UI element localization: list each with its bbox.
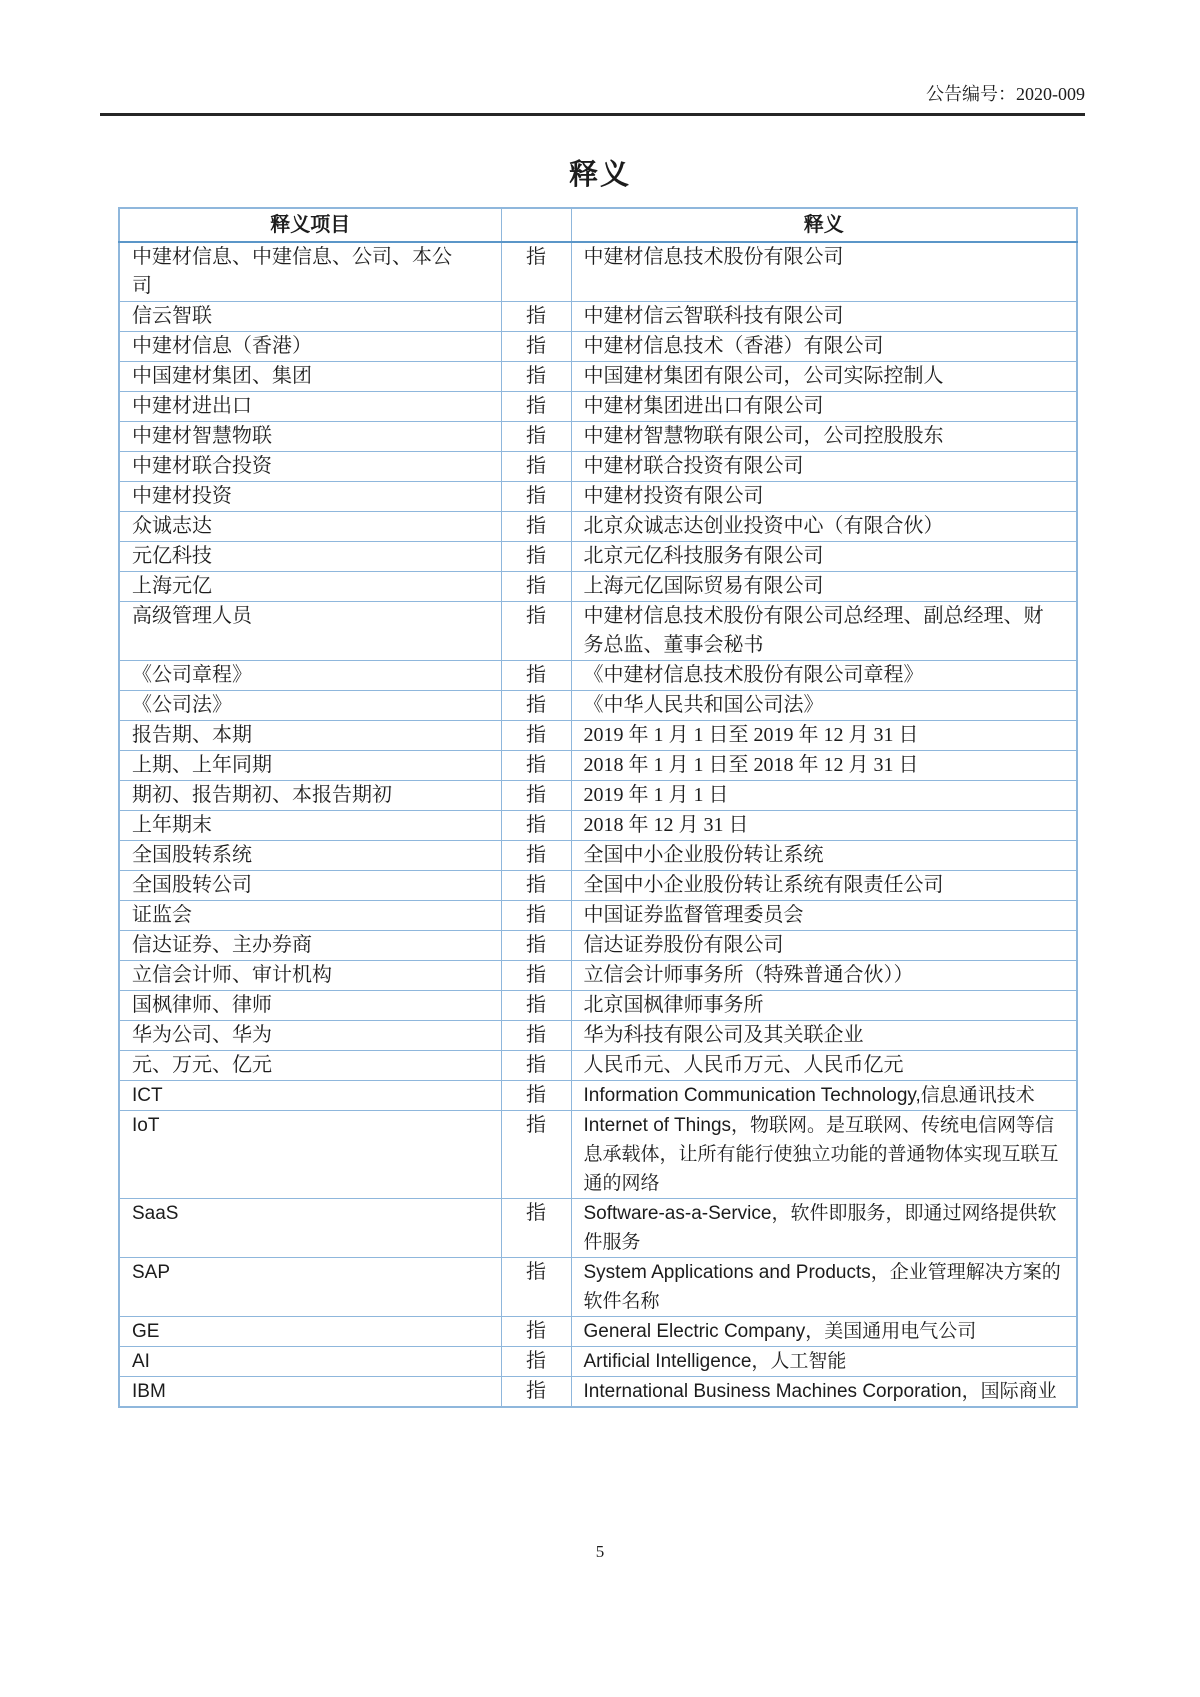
item-cell: 《公司法》 xyxy=(119,691,501,721)
means-cell: 指 xyxy=(501,512,571,542)
item-cell: IBM xyxy=(119,1377,501,1408)
definition-cell: International Business Machines Corporation，国际商业 xyxy=(571,1377,1077,1408)
item-cell: 信达证券、主办券商 xyxy=(119,931,501,961)
table-row xyxy=(119,302,1077,332)
table-row xyxy=(119,362,1077,392)
definition-cell: 2018 年 1 月 1 日至 2018 年 12 月 31 日 xyxy=(571,751,1077,781)
means-cell: 指 xyxy=(501,422,571,452)
definition-cell: 北京国枫律师事务所 xyxy=(571,991,1077,1021)
means-cell: 指 xyxy=(501,452,571,482)
item-cell: 期初、报告期初、本报告期初 xyxy=(119,781,501,811)
item-cell: SAP xyxy=(119,1258,501,1317)
table-row xyxy=(119,871,1077,901)
definition-cell: 信达证券股份有限公司 xyxy=(571,931,1077,961)
means-cell: 指 xyxy=(501,602,571,661)
item-cell: 众诚志达 xyxy=(119,512,501,542)
table-row xyxy=(119,512,1077,542)
item-cell: 全国股转系统 xyxy=(119,841,501,871)
item-cell: 高级管理人员 xyxy=(119,602,501,661)
definition-cell: 中建材信云智联科技有限公司 xyxy=(571,302,1077,332)
definition-cell: Software-as-a-Service，软件即服务，即通过网络提供软件服务 xyxy=(571,1199,1077,1258)
table-row xyxy=(119,1258,1077,1317)
definition-cell: 2018 年 12 月 31 日 xyxy=(571,811,1077,841)
means-cell: 指 xyxy=(501,362,571,392)
item-cell: 中建材智慧物联 xyxy=(119,422,501,452)
definition-cell: 立信会计师事务所（特殊普通合伙）） xyxy=(571,961,1077,991)
item-cell: 立信会计师、审计机构 xyxy=(119,961,501,991)
definition-cell: 北京元亿科技服务有限公司 xyxy=(571,542,1077,572)
definition-cell: 2019 年 1 月 1 日 xyxy=(571,781,1077,811)
table-row xyxy=(119,422,1077,452)
page-number: 5 xyxy=(595,1542,605,1561)
table-row xyxy=(119,751,1077,781)
definition-cell: Internet of Things，物联网。是互联网、传统电信网等信息承载体，让所有能行使独立功能的普通物体实现互联互通的网络 xyxy=(571,1111,1077,1199)
table-row xyxy=(119,961,1077,991)
table-row xyxy=(119,781,1077,811)
item-cell: 上年期末 xyxy=(119,811,501,841)
means-cell: 指 xyxy=(501,1051,571,1081)
means-cell: 指 xyxy=(501,1199,571,1258)
definitions-table-body xyxy=(119,242,1077,1407)
definition-cell: 中建材联合投资有限公司 xyxy=(571,452,1077,482)
item-cell: 元亿科技 xyxy=(119,542,501,572)
means-cell: 指 xyxy=(501,871,571,901)
item-cell: 中建材信息、中建信息、公司、本公司 xyxy=(119,242,501,302)
definition-cell: General Electric Company，美国通用电气公司 xyxy=(571,1317,1077,1347)
means-cell: 指 xyxy=(501,841,571,871)
item-cell: 中国建材集团、集团 xyxy=(119,362,501,392)
table-row xyxy=(119,1317,1077,1347)
means-cell: 指 xyxy=(501,1377,571,1408)
means-cell: 指 xyxy=(501,691,571,721)
definition-cell: 中建材信息技术股份有限公司总经理、副总经理、财务总监、董事会秘书 xyxy=(571,602,1077,661)
definition-cell: 《中华人民共和国公司法》 xyxy=(571,691,1077,721)
means-cell: 指 xyxy=(501,572,571,602)
table-row xyxy=(119,482,1077,512)
table-header-definition: 释义 xyxy=(571,208,1077,242)
means-cell: 指 xyxy=(501,751,571,781)
table-row xyxy=(119,901,1077,931)
definition-cell: 中国建材集团有限公司，公司实际控制人 xyxy=(571,362,1077,392)
means-cell: 指 xyxy=(501,961,571,991)
means-cell: 指 xyxy=(501,242,571,302)
definition-cell: 北京众诚志达创业投资中心（有限合伙） xyxy=(571,512,1077,542)
table-row xyxy=(119,1377,1077,1408)
item-cell: 信云智联 xyxy=(119,302,501,332)
item-cell: 证监会 xyxy=(119,901,501,931)
table-header-item: 释义项目 xyxy=(119,208,501,242)
item-cell: ICT xyxy=(119,1081,501,1111)
item-cell: 华为公司、华为 xyxy=(119,1021,501,1051)
item-cell: 元、万元、亿元 xyxy=(119,1051,501,1081)
table-row xyxy=(119,1347,1077,1377)
means-cell: 指 xyxy=(501,781,571,811)
definition-cell: 人民币元、人民币万元、人民币亿元 xyxy=(571,1051,1077,1081)
means-cell: 指 xyxy=(501,482,571,512)
item-cell: 国枫律师、律师 xyxy=(119,991,501,1021)
table-row xyxy=(119,811,1077,841)
definition-cell: 中建材信息技术股份有限公司 xyxy=(571,242,1077,302)
definition-cell: 中建材信息技术（香港）有限公司 xyxy=(571,332,1077,362)
announcement-number: 公告编号：2020-009 xyxy=(926,84,1085,104)
definition-cell: 全国中小企业股份转让系统有限责任公司 xyxy=(571,871,1077,901)
means-cell: 指 xyxy=(501,1317,571,1347)
means-cell: 指 xyxy=(501,901,571,931)
table-row xyxy=(119,572,1077,602)
definition-cell: 2019 年 1 月 1 日至 2019 年 12 月 31 日 xyxy=(571,721,1077,751)
definition-cell: 《中建材信息技术股份有限公司章程》 xyxy=(571,661,1077,691)
definition-cell: 上海元亿国际贸易有限公司 xyxy=(571,572,1077,602)
table-row xyxy=(119,991,1077,1021)
item-cell: 上期、上年同期 xyxy=(119,751,501,781)
table-header-row xyxy=(119,208,1077,242)
table-row xyxy=(119,1051,1077,1081)
item-cell: 中建材进出口 xyxy=(119,392,501,422)
item-cell: SaaS xyxy=(119,1199,501,1258)
header-rule xyxy=(100,113,1085,116)
definition-cell: System Applications and Products，企业管理解决方案的软件名称 xyxy=(571,1258,1077,1317)
definition-cell: Information Communication Technology,信息通讯技术 xyxy=(571,1081,1077,1111)
definition-cell: 中建材投资有限公司 xyxy=(571,482,1077,512)
means-cell: 指 xyxy=(501,542,571,572)
means-cell: 指 xyxy=(501,392,571,422)
table-row xyxy=(119,242,1077,302)
table-row xyxy=(119,1021,1077,1051)
item-cell: AI xyxy=(119,1347,501,1377)
table-row xyxy=(119,1081,1077,1111)
definition-cell: 中建材智慧物联有限公司，公司控股股东 xyxy=(571,422,1077,452)
definition-cell: Artificial Intelligence，人工智能 xyxy=(571,1347,1077,1377)
table-row xyxy=(119,392,1077,422)
table-header-means xyxy=(501,208,571,242)
item-cell: 《公司章程》 xyxy=(119,661,501,691)
means-cell: 指 xyxy=(501,1347,571,1377)
definition-cell: 全国中小企业股份转让系统 xyxy=(571,841,1077,871)
means-cell: 指 xyxy=(501,931,571,961)
means-cell: 指 xyxy=(501,1021,571,1051)
table-row xyxy=(119,691,1077,721)
definition-cell: 华为科技有限公司及其关联企业 xyxy=(571,1021,1077,1051)
means-cell: 指 xyxy=(501,1258,571,1317)
table-row xyxy=(119,542,1077,572)
means-cell: 指 xyxy=(501,991,571,1021)
definition-cell: 中建材集团进出口有限公司 xyxy=(571,392,1077,422)
item-cell: GE xyxy=(119,1317,501,1347)
means-cell: 指 xyxy=(501,661,571,691)
table-row xyxy=(119,332,1077,362)
item-cell: 上海元亿 xyxy=(119,572,501,602)
means-cell: 指 xyxy=(501,332,571,362)
item-cell: 报告期、本期 xyxy=(119,721,501,751)
table-row xyxy=(119,841,1077,871)
item-cell: 中建材投资 xyxy=(119,482,501,512)
item-cell: 全国股转公司 xyxy=(119,871,501,901)
definitions-table xyxy=(118,207,1078,1408)
item-cell: 中建材联合投资 xyxy=(119,452,501,482)
table-row xyxy=(119,1199,1077,1258)
definition-cell: 中国证券监督管理委员会 xyxy=(571,901,1077,931)
table-row xyxy=(119,452,1077,482)
table-row xyxy=(119,1111,1077,1199)
means-cell: 指 xyxy=(501,811,571,841)
means-cell: 指 xyxy=(501,302,571,332)
item-cell: IoT xyxy=(119,1111,501,1199)
means-cell: 指 xyxy=(501,1081,571,1111)
table-row xyxy=(119,931,1077,961)
table-row xyxy=(119,721,1077,751)
page-title: 释义 xyxy=(568,159,631,191)
item-cell: 中建材信息（香港） xyxy=(119,332,501,362)
means-cell: 指 xyxy=(501,721,571,751)
table-row xyxy=(119,602,1077,661)
table-row xyxy=(119,661,1077,691)
means-cell: 指 xyxy=(501,1111,571,1199)
